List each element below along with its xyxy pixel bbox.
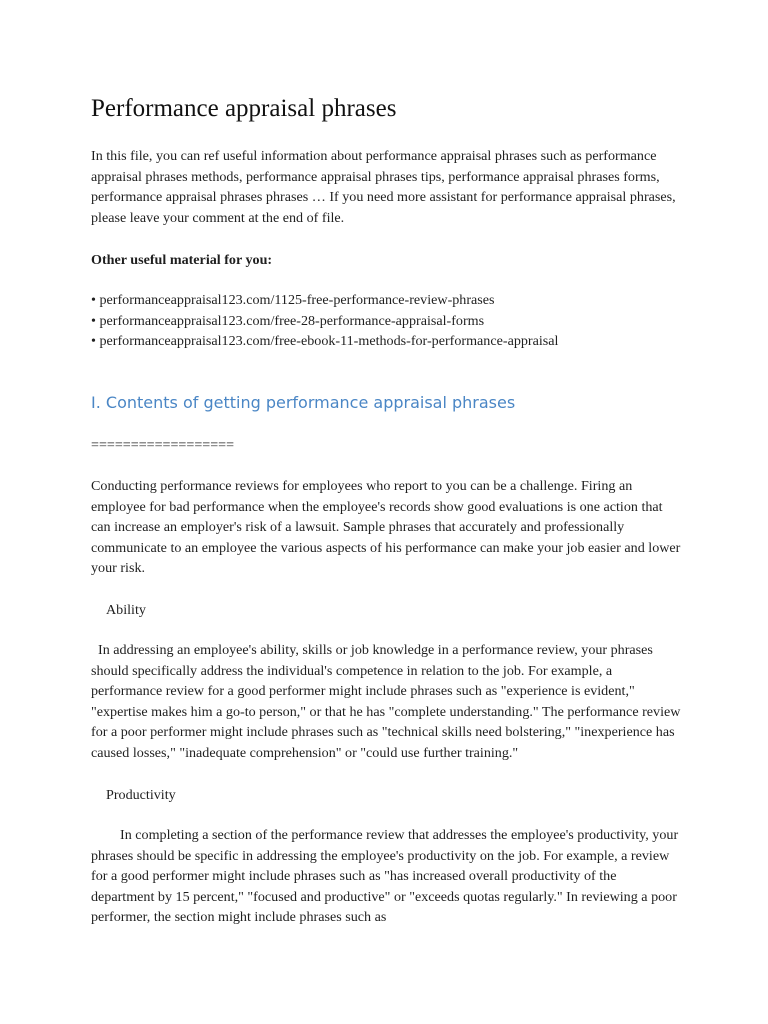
intro-paragraph: In this file, you can ref useful information about performance appraisal phrases such as performance appraisal phrases methods, performance appraisal phrases tips, performance appraisal phrases forms, performance appraisal phrases phrases … If you need more assistant for performance appraisal phrases, please leave your comment at the end of file. [91, 148, 676, 226]
useful-link[interactable]: • performanceappraisal123.com/free-28-performance-appraisal-forms [91, 312, 485, 329]
useful-link[interactable]: • performanceappraisal123.com/free-ebook-11-methods-for-performance-appraisal [91, 333, 559, 350]
ability-paragraph: In addressing an employee's ability, skills or job knowledge in a performance review, your phrases should specifically address the individual's competence in relation to the job. For example, a performance review for a good performer might include phrases such as "experience is evident," "expertise makes him a go-to person," or that he has "complete understanding." The performance review for a poor performer might include phrases such as "technical skills need bolstering," "inexperience has caused losses," "inadequate comprehension" or "could use further training." [91, 642, 681, 761]
productivity-paragraph: In completing a section of the performance review that addresses the employee's productivity, your phrases should be specific in addressing the employee's productivity on the job. For example, a review for a good performer might include phrases such as "has increased overall productivity of the department by 15 percent," "focused and productive" or "exceeds quotas regularly." In reviewing a poor performer, the section might include phrases such as [91, 827, 679, 926]
productivity-heading: Productivity [106, 787, 176, 803]
separator-line: ================== [91, 437, 235, 453]
useful-links-list [91, 290, 558, 352]
useful-link[interactable]: • performanceappraisal123.com/1125-free-performance-review-phrases [91, 292, 495, 308]
other-material-heading: Other useful material for you: [91, 252, 273, 268]
page-title: Performance appraisal phrases [91, 95, 397, 122]
section-heading: I. Contents of getting performance appraisal phrases [91, 393, 516, 412]
intro-body-paragraph: Conducting performance reviews for employees who report to you can be a challenge. Firing an employee for bad performance when the employee's records show good evaluations is one action that can increase an employer's risk of a lawsuit. Sample phrases that accurately and professionally communicate to an employee the various aspects of his performance can make your job easier and lower your risk. [91, 478, 681, 577]
ability-heading: Ability [106, 602, 146, 618]
